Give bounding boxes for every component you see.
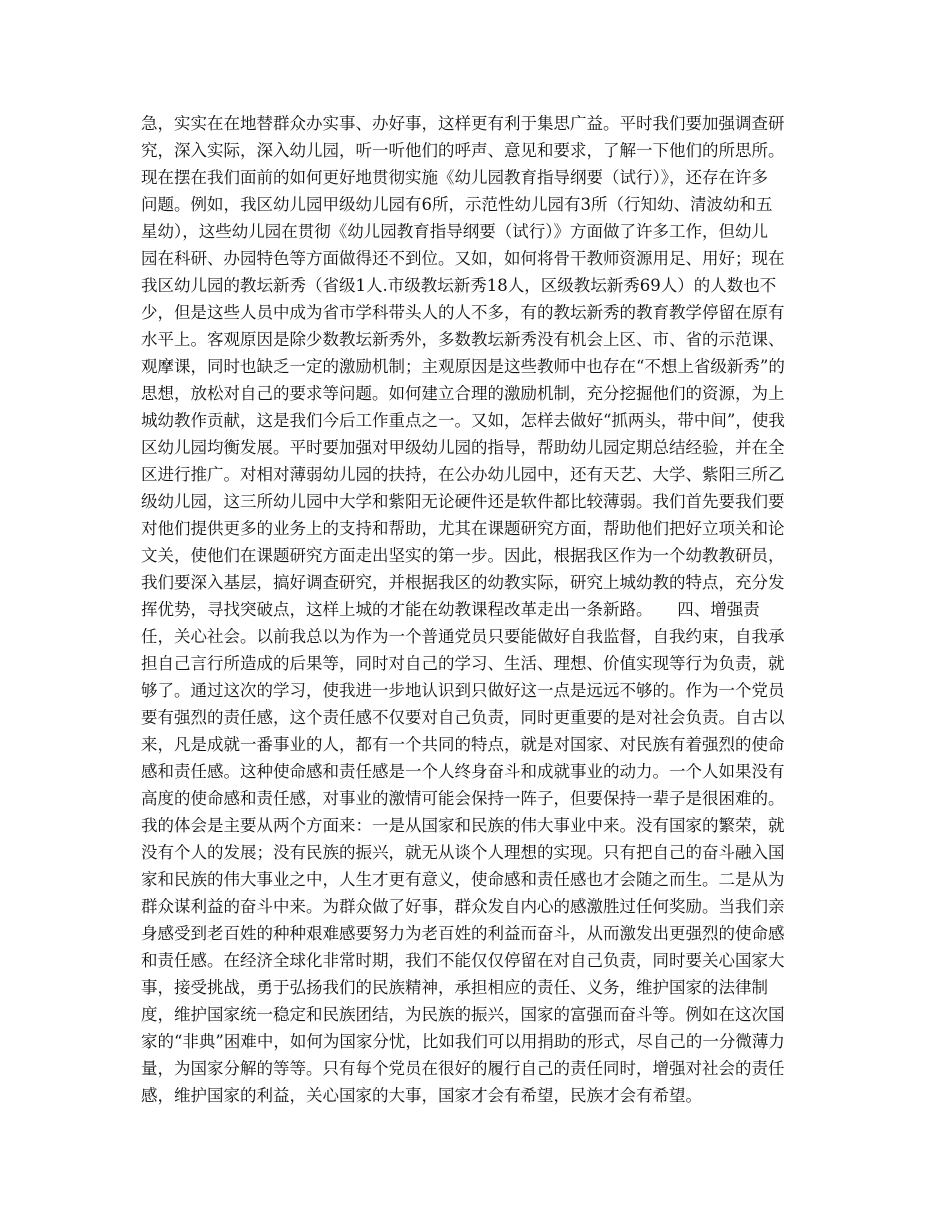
text-line: 区进行推广。对相对薄弱幼儿园的扶持，在公办幼儿园中，还有天艺、大学、紫阳三所乙 <box>141 465 785 484</box>
text-line: 水平上。客观原因是除少数教坛新秀外，多数教坛新秀没有机会上区、市、省的示范课、 <box>141 330 785 349</box>
text-line: 群众谋利益的奋斗中来。为群众做了好事，群众发自内心的感激胜过任何奖励。当我们亲 <box>141 897 785 916</box>
text-line: 我区幼儿园的教坛新秀（省级1人.市级教坛新秀18人，区级教坛新秀69人）的人数也不 <box>141 276 777 295</box>
text-line: 度，维护国家统一稳定和民族团结，为民族的振兴，国家的富强而奋斗等。例如在这次国 <box>141 1005 785 1024</box>
text-line: 量，为国家分解的等等。只有每个党员在很好的履行自己的责任同时，增强对社会的责任 <box>141 1059 785 1078</box>
text-line: 家和民族的伟大事业之中，人生才更有意义，使命感和责任感也才会随之而生。二是从为 <box>141 870 785 889</box>
text-line: 高度的使命感和责任感，对事业的激情可能会保持一阵子，但要保持一辈子是很困难的。 <box>141 789 785 808</box>
text-line: 来，凡是成就一番事业的人，都有一个共同的特点，就是对国家、对民族有着强烈的使命 <box>141 735 785 754</box>
text-line: 我的体会是主要从两个方面来：一是从国家和民族的伟大事业中来。没有国家的繁荣，就 <box>141 816 785 835</box>
text-line: 级幼儿园，这三所幼儿园中大学和紫阳无论硬件还是软件都比较薄弱。我们首先要我们要 <box>141 492 785 511</box>
text-line: 星幼），这些幼儿园在贯彻《幼儿园教育指导纲要（试行）》方面做了许多工作，但幼儿 <box>141 222 768 241</box>
text-line: 感和责任感。这种使命感和责任感是一个人终身奋斗和成就事业的动力。一个人如果没有 <box>141 762 785 781</box>
text-line: 挥优势，寻找突破点，这样上城的才能在幼教课程改革走出一条新路。 四、增强责 <box>141 600 760 619</box>
text-line: 没有个人的发展；没有民族的振兴，就无从谈个人理想的实现。只有把自己的奋斗融入国 <box>141 843 785 862</box>
text-line: 我们要深入基层，搞好调查研究，并根据我区的幼教实际，研究上城幼教的特点，充分发 <box>141 573 785 592</box>
body-text <box>141 110 821 1109</box>
text-line: 担自己言行所造成的后果等，同时对自己的学习、生活、理想、价值实现等行为负责，就 <box>141 654 785 673</box>
text-line: 对他们提供更多的业务上的支持和帮助，尤其在课题研究方面，帮助他们把好立项关和论 <box>141 519 785 538</box>
text-line: 要有强烈的责任感，这个责任感不仅要对自己负责，同时更重要的是对社会负责。自古以 <box>141 708 785 727</box>
text-line: 感，维护国家的利益，关心国家的大事，国家才会有希望，民族才会有希望。 <box>141 1086 702 1105</box>
text-line: 急，实实在在地替群众办实事、办好事，这样更有利于集思广益。平时我们要加强调查研 <box>141 114 785 133</box>
text-line: 观摩课，同时也缺乏一定的激励机制；主观原因是这些教师中也存在“不想上省级新秀”的 <box>141 357 785 376</box>
text-line: 城幼教作贡献，这是我们今后工作重点之一。又如，怎样去做好“抓两头，带中间”，使我 <box>141 411 785 430</box>
text-line: 身感受到老百姓的种种艰难感要努力为老百姓的利益而奋斗，从而激发出更强烈的使命感 <box>141 924 785 943</box>
text-line: 事，接受挑战，勇于弘扬我们的民族精神，承担相应的责任、义务，维护国家的法律制 <box>141 978 768 997</box>
text-line: 问题。例如，我区幼儿园甲级幼儿园有6所，示范性幼儿园有3所（行知幼、清波幼和五 <box>141 195 773 214</box>
text-line: 少，但是这些人员中成为省市学科带头人的人不多，有的教坛新秀的教育教学停留在原有 <box>141 303 785 322</box>
text-line: 文关，使他们在课题研究方面走出坚实的第一步。因此，根据我区作为一个幼教教研员， <box>141 546 785 565</box>
text-line: 究，深入实际，深入幼儿园，听一听他们的呼声、意见和要求，了解一下他们的所思所。 <box>141 141 785 160</box>
text-line: 园在科研、办园特色等方面做得还不到位。又如，如何将骨干教师资源用足、用好；现在 <box>141 249 785 268</box>
text-line: 任，关心社会。以前我总以为作为一个普通党员只要能做好自我监督，自我约束，自我承 <box>141 627 785 646</box>
text-line: 够了。通过这次的学习，使我进一步地认识到只做好这一点是远远不够的。作为一个党员 <box>141 681 785 700</box>
text-line: 现在摆在我们面前的如何更好地贯彻实施《幼儿园教育指导纲要（试行）》，还存在许多 <box>141 168 768 187</box>
text-line: 区幼儿园均衡发展。平时要加强对甲级幼儿园的指导，帮助幼儿园定期总结经验，并在全 <box>141 438 785 457</box>
text-line: 家的“非典”困难中，如何为国家分忧，比如我们可以用捐助的形式，尽自己的一分微薄力 <box>141 1032 785 1051</box>
text-line: 思想，放松对自己的要求等问题。如何建立合理的激励机制，充分挖掘他们的资源，为上 <box>141 384 785 403</box>
text-line: 和责任感。在经济全球化非常时期，我们不能仅仅停留在对自己负责，同时要关心国家大 <box>141 951 785 970</box>
